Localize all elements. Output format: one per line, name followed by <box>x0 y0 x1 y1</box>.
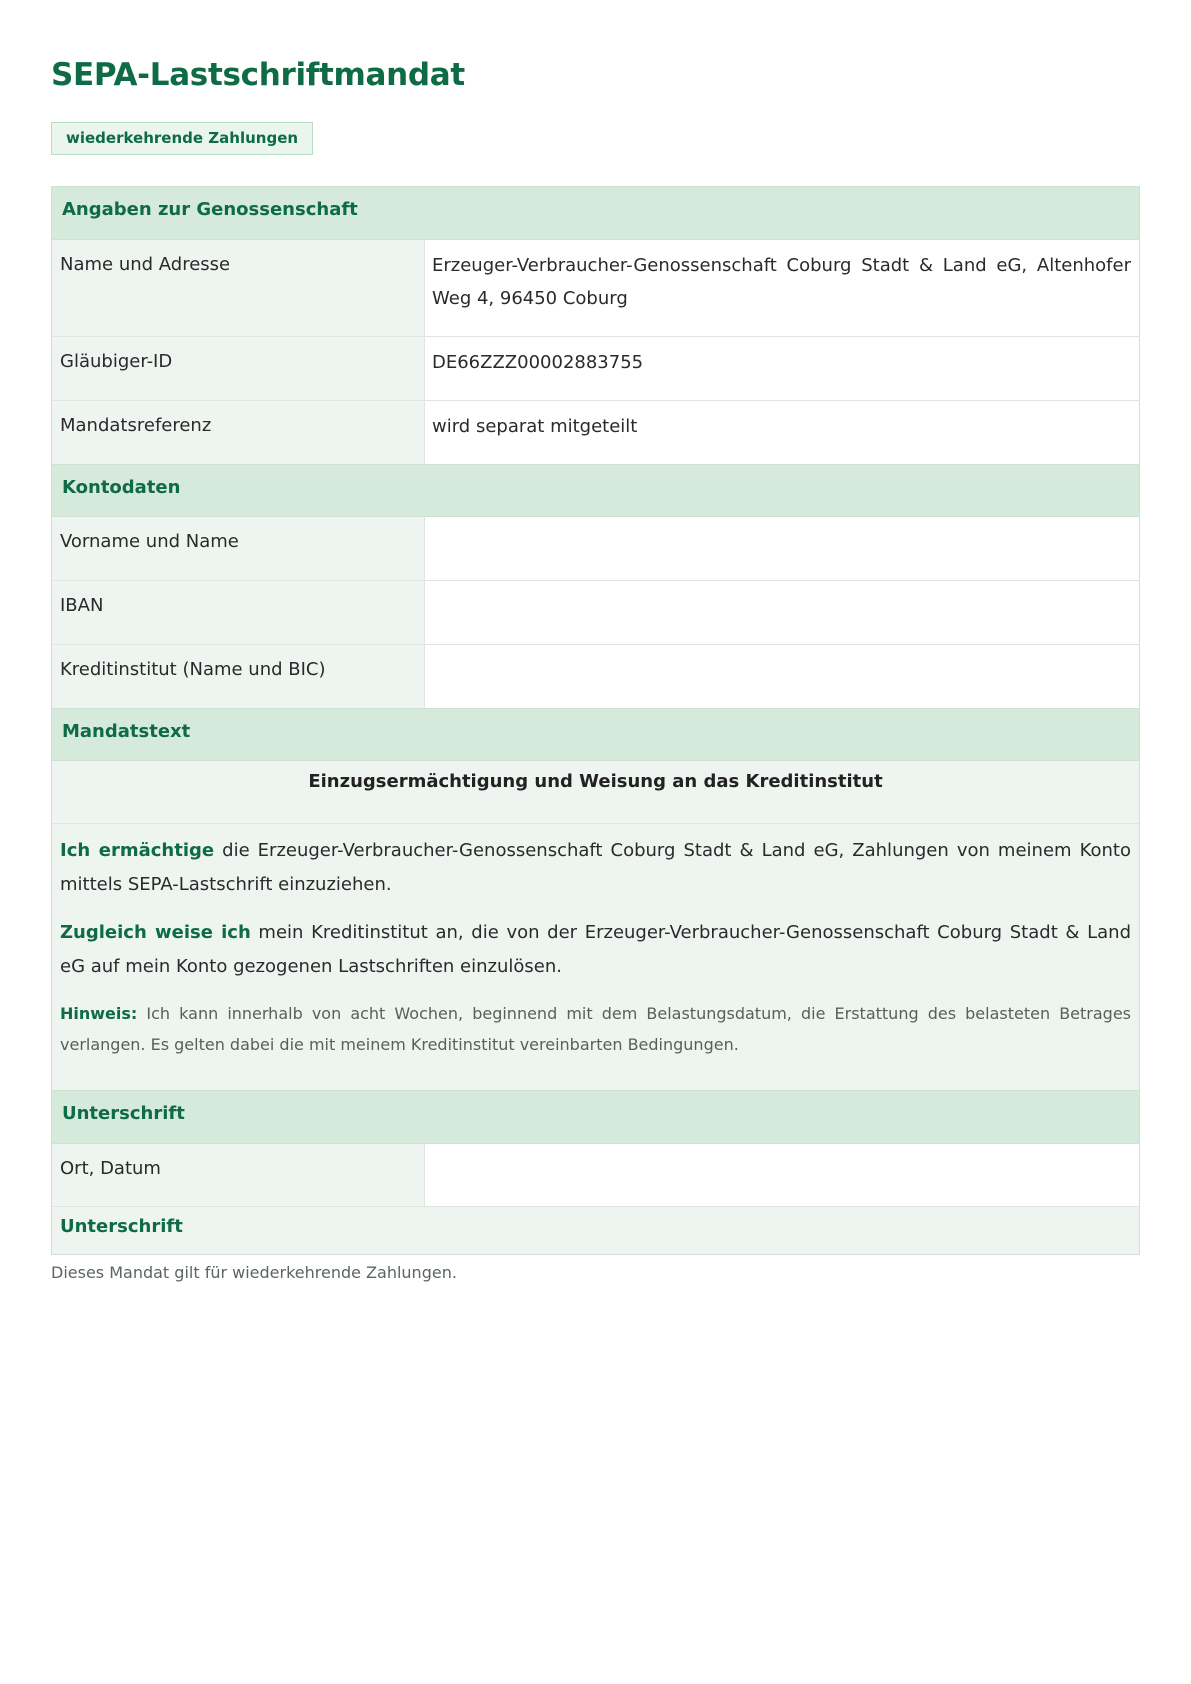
iban-row <box>52 581 1139 645</box>
row-label: IBAN <box>52 581 425 644</box>
section-heading-creditor: Angaben zur Genossenschaft <box>52 187 1139 240</box>
mandate-body <box>52 824 1139 1090</box>
mandate-subtitle: Einzugsermächtigung und Weisung an das Kreditinstitut <box>52 761 1139 824</box>
section-heading-mandate: Mandatstext <box>52 708 1139 761</box>
row-label: Ort, Datum <box>52 1144 425 1206</box>
instruction-paragraph <box>60 916 1131 984</box>
note-lead: Hinweis: <box>60 1004 138 1023</box>
account-holder-field[interactable] <box>425 517 1139 580</box>
signature-field[interactable]: Unterschrift <box>52 1207 1139 1254</box>
payment-type-badge: wiederkehrende Zahlungen <box>51 122 313 155</box>
note-text: Ich kann innerhalb von acht Wochen, beginnend mit dem Belastungsdatum, die Erstattung des belasteten Betrages verlangen. Es gelten dabei die mit meinem Kreditinstitut vereinbarten Bedingungen. <box>60 1004 1131 1054</box>
mandate-reference-value: wird separat mitgeteilt <box>425 401 1139 464</box>
iban-field[interactable] <box>425 581 1139 644</box>
refund-note <box>60 998 1131 1060</box>
row-label: Vorname und Name <box>52 517 425 580</box>
account-holder-row <box>52 517 1139 581</box>
instruction-lead: Zugleich weise ich <box>60 922 251 943</box>
section-heading-signature: Unterschrift <box>52 1091 1139 1144</box>
creditor-id-row <box>52 337 1139 401</box>
place-date-row <box>52 1144 1139 1207</box>
mandate-form <box>51 186 1140 1255</box>
bank-field[interactable] <box>425 645 1139 708</box>
section-heading-account: Kontodaten <box>52 464 1139 517</box>
mandate-text-block <box>52 761 1139 1091</box>
authorization-text: die Erzeuger-Verbraucher-Genossenschaft Coburg Stadt & Land eG, Zahlungen von meinem Konto mittels SEPA-Lastschrift einzuziehen. <box>60 840 1131 895</box>
page-title: SEPA-Lastschriftmandat <box>51 57 465 93</box>
row-label: Gläubiger-ID <box>52 337 425 400</box>
creditor-name-address-row <box>52 240 1139 337</box>
place-date-field[interactable] <box>425 1144 1139 1206</box>
creditor-id-value: DE66ZZZ00002883755 <box>425 337 1139 400</box>
authorization-lead: Ich ermächtige <box>60 840 215 861</box>
footnote: Dieses Mandat gilt für wiederkehrende Zahlungen. <box>51 1263 457 1282</box>
creditor-name-address-value: Erzeuger-Verbraucher-Genossenschaft Coburg Stadt & Land eG, Altenhofer Weg 4, 96450 Coburg <box>425 240 1139 336</box>
instruction-text: mein Kreditinstitut an, die von der Erzeuger-Verbraucher-Genossenschaft Coburg Stadt & Land eG auf mein Konto gezogenen Lastschriften einzulösen. <box>60 922 1131 977</box>
authorization-paragraph <box>60 834 1131 902</box>
row-label: Mandatsreferenz <box>52 401 425 464</box>
bank-row <box>52 645 1139 708</box>
mandate-reference-row <box>52 401 1139 464</box>
row-label: Name und Adresse <box>52 240 425 336</box>
row-label: Kreditinstitut (Name und BIC) <box>52 645 425 708</box>
